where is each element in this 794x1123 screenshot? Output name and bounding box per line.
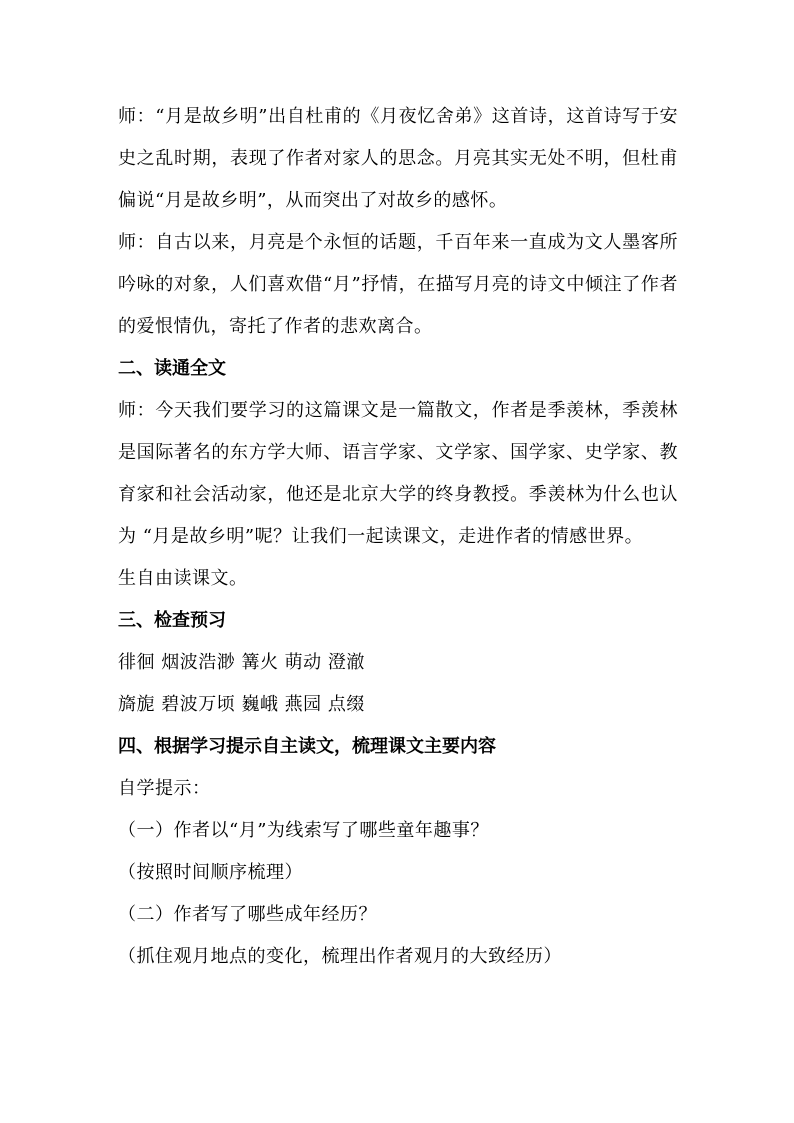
question-two: （二）作者写了哪些成年经历？ — [118, 904, 377, 925]
paragraph-student-reading: 生自由读课文。 — [118, 568, 248, 589]
paragraph-teacher-author: 师：今天我们要学习的这篇课文是一篇散文，作者是季羡林，季羡林是国际著名的东方学大师、语言学家、文学家、国学家、史学家、教育家和社会活动家，他还是北京大学的终身教授。季羡林为什么也认为 “月是故乡明”呢？让我们一起读课文，走进作者的情感世界。 — [118, 400, 678, 547]
paragraph-teacher-intro: 师：“月是故乡明”出自杜甫的《月夜忆舍弟》这首诗，这首诗写于安史之乱时期，表现了作者对家人的思念。月亮其实无处不明，但杜甫偏说“月是故乡明”，从而突出了对故乡的感怀。 — [118, 106, 678, 211]
document-page — [118, 96, 678, 978]
question-one: （一）作者以“月”为线索写了哪些童年趣事？ — [118, 820, 489, 841]
question-two-hint: （抓住观月地点的变化，梳理出作者观月的大致经历） — [118, 946, 562, 967]
question-one-hint: （按照时间顺序梳理） — [118, 862, 303, 883]
section-heading-read-through: 二、读通全文 — [118, 358, 226, 379]
section-heading-preview-check: 三、检查预习 — [118, 610, 226, 631]
self-study-prompt-label: 自学提示： — [118, 778, 211, 799]
section-heading-self-study: 四、根据学习提示自主读文，梳理课文主要内容 — [118, 736, 496, 757]
vocabulary-line-1: 徘徊 烟波浩渺 篝火 萌动 澄澈 — [118, 652, 365, 673]
vocabulary-line-2: 旖旎 碧波万顷 巍峨 燕园 点缀 — [118, 694, 365, 715]
paragraph-teacher-moon-theme: 师：自古以来，月亮是个永恒的话题，千百年来一直成为文人墨客所吟咏的对象，人们喜欢借“月”抒情，在描写月亮的诗文中倾注了作者的爱恨情仇，寄托了作者的悲欢离合。 — [118, 232, 678, 337]
